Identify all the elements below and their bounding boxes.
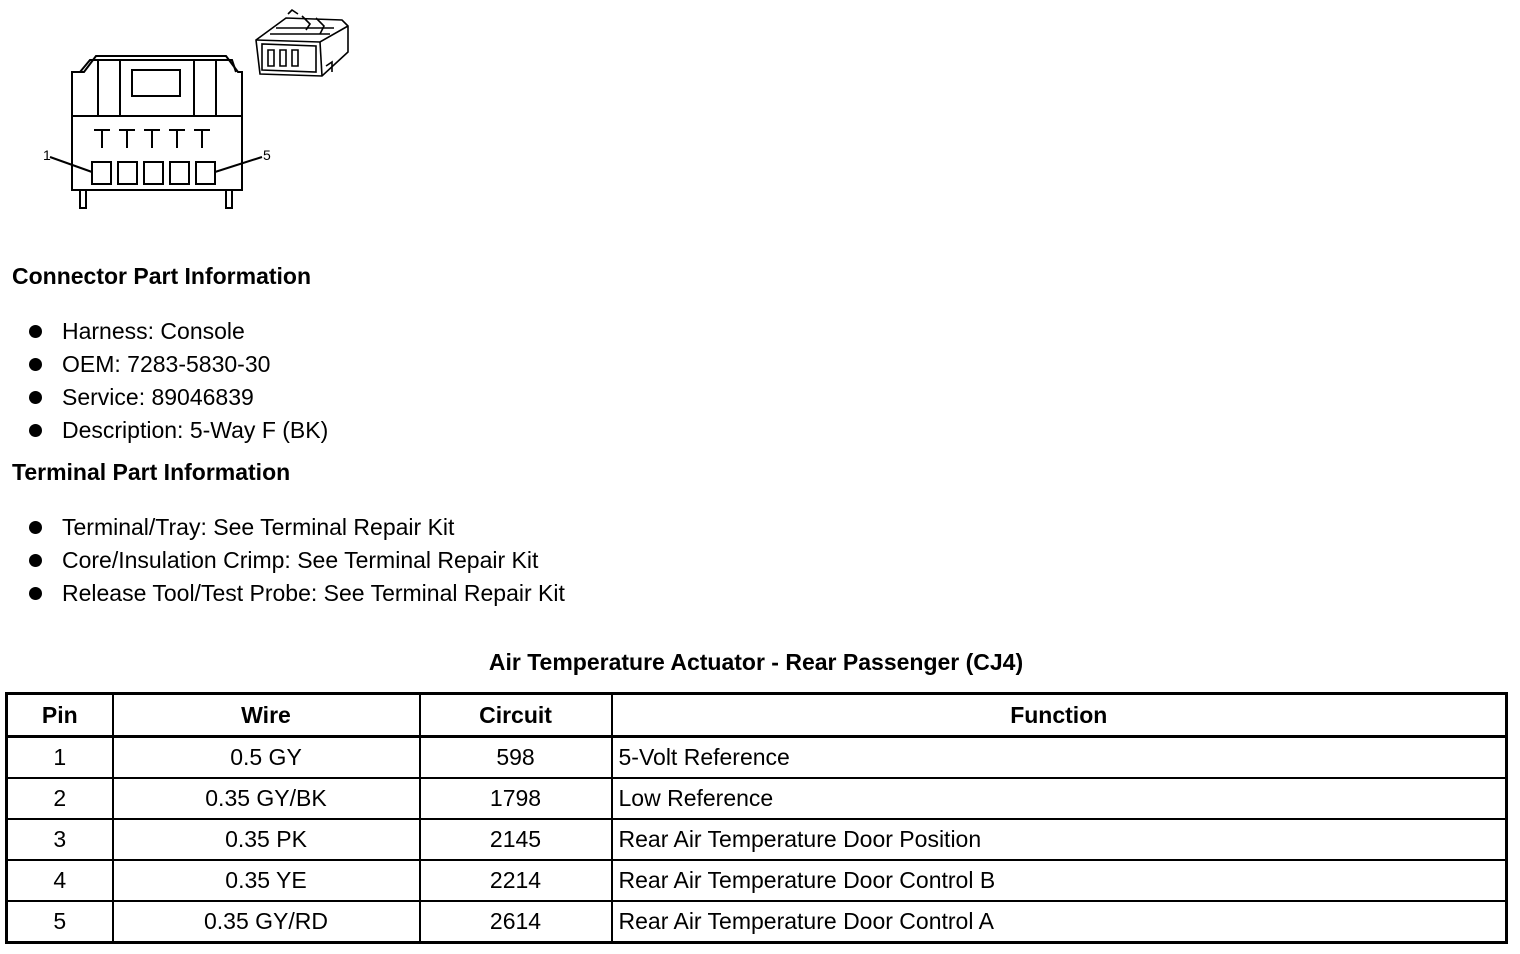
bullet-icon [29,325,42,338]
column-header-circuit: Circuit [420,694,612,737]
table-row [7,737,1507,779]
pinout-table [5,692,1508,944]
list-item: Service: 89046839 [26,381,328,414]
pin-5-label: 5 [263,147,271,163]
terminal-part-info-heading: Terminal Part Information [12,459,291,485]
pin-cell: 3 [7,819,113,860]
terminal-part-info-list [26,511,565,610]
table-header-row [7,694,1507,737]
function-cell: 5-Volt Reference [612,737,1507,779]
connector-part-info-heading: Connector Part Information [12,263,312,289]
table-row [7,860,1507,901]
function-cell: Rear Air Temperature Door Control A [612,901,1507,943]
list-item: Release Tool/Test Probe: See Terminal Repair Kit [26,577,565,610]
table-title: Air Temperature Actuator - Rear Passenger (CJ4) [488,649,1024,675]
circuit-cell: 2614 [420,901,612,943]
connector-isometric-view-icon [256,10,348,76]
circuit-cell: 2145 [420,819,612,860]
list-item: Core/Insulation Crimp: See Terminal Repair Kit [26,544,565,577]
function-cell: Rear Air Temperature Door Control B [612,860,1507,901]
table-row [7,819,1507,860]
wire-cell: 0.35 PK [113,819,420,860]
bullet-icon [29,521,42,534]
bullet-icon [29,391,42,404]
bullet-icon [29,587,42,600]
pin-cell: 1 [7,737,113,779]
connector-diagram [30,4,370,214]
circuit-cell: 2214 [420,860,612,901]
bullet-icon [29,554,42,567]
function-cell: Rear Air Temperature Door Position [612,819,1507,860]
column-header-pin: Pin [7,694,113,737]
column-header-function: Function [612,694,1507,737]
circuit-cell: 1798 [420,778,612,819]
pin-cell: 4 [7,860,113,901]
wire-cell: 0.35 GY/BK [113,778,420,819]
pin-cell: 5 [7,901,113,943]
bullet-icon [29,358,42,371]
list-item: Description: 5-Way F (BK) [26,414,328,447]
wire-cell: 0.35 YE [113,860,420,901]
list-item: OEM: 7283-5830-30 [26,348,328,381]
connector-face-view-icon [50,56,262,208]
list-item: Harness: Console [26,315,328,348]
pin-cell: 2 [7,778,113,819]
wire-cell: 0.5 GY [113,737,420,779]
bullet-icon [29,424,42,437]
connector-part-info-list [26,315,328,447]
function-cell: Low Reference [612,778,1507,819]
list-item: Terminal/Tray: See Terminal Repair Kit [26,511,565,544]
column-header-wire: Wire [113,694,420,737]
wire-cell: 0.35 GY/RD [113,901,420,943]
table-row [7,778,1507,819]
circuit-cell: 598 [420,737,612,779]
pin-1-label: 1 [43,147,51,163]
table-row [7,901,1507,943]
